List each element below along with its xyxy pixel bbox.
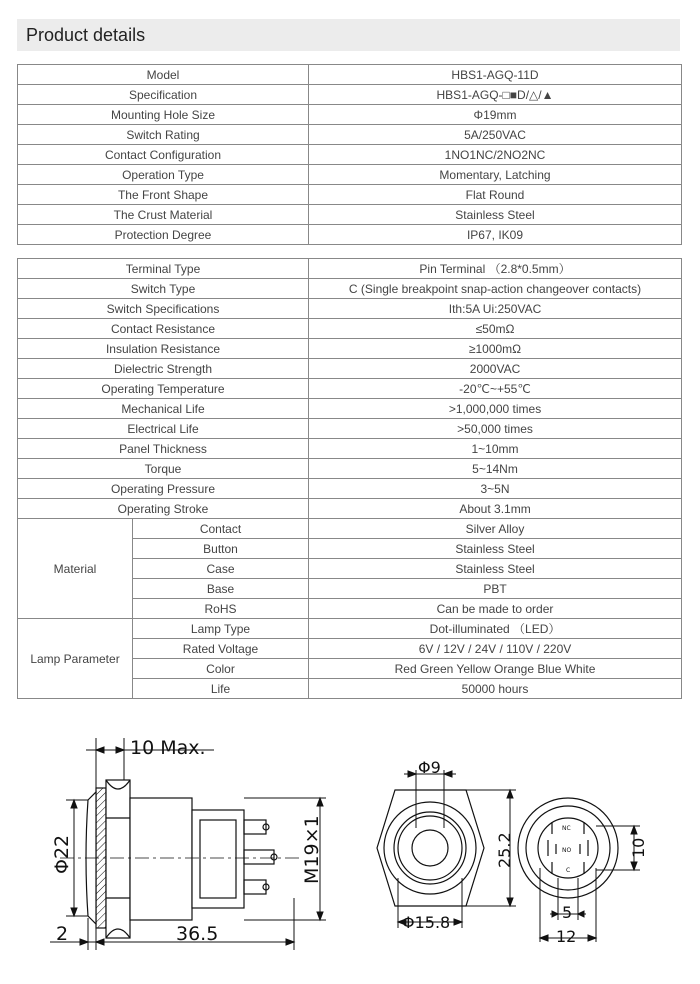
table-row [18, 459, 682, 479]
table-row [18, 299, 682, 319]
dim-length: 36.5 [176, 923, 219, 945]
spec-value: 5~14Nm [309, 459, 682, 479]
dim-flange: 2 [56, 923, 69, 945]
table-row [18, 145, 682, 165]
dim-outer-diameter: Φ15.8 [402, 913, 451, 932]
table-row [18, 85, 682, 105]
spec-label: Mechanical Life [18, 399, 309, 419]
section-header [17, 19, 680, 51]
spec-sublabel: Case [133, 559, 309, 579]
spec-label: Operating Stroke [18, 499, 309, 519]
spec-value: Pin Terminal （2.8*0.5mm） [309, 259, 682, 279]
spec-value: C (Single breakpoint snap-action changeover contacts) [309, 279, 682, 299]
section-title: Product details [26, 25, 146, 45]
table-row [18, 165, 682, 185]
spec-sublabel: RoHS [133, 599, 309, 619]
spec-label: Electrical Life [18, 419, 309, 439]
spec-value: Flat Round [309, 185, 682, 205]
spec-value: -20℃~+55℃ [309, 379, 682, 399]
spec-label: Panel Thickness [18, 439, 309, 459]
spec-sublabel: Life [133, 679, 309, 699]
table-row [18, 125, 682, 145]
front-view-drawing [377, 790, 484, 906]
spec-sublabel: Base [133, 579, 309, 599]
spec-label: Switch Specifications [18, 299, 309, 319]
table-row [18, 319, 682, 339]
spec-value: Stainless Steel [309, 559, 682, 579]
spec-label: Terminal Type [18, 259, 309, 279]
terminal-c-label: C [566, 867, 571, 874]
spec-sublabel: Button [133, 539, 309, 559]
table-row [18, 279, 682, 299]
spec-value: HBS1-AGQ-11D [309, 65, 682, 85]
spec-value: 50000 hours [309, 679, 682, 699]
spec-value: Silver Alloy [309, 519, 682, 539]
dim-pin-spacing-5: 5 [562, 903, 573, 922]
spec-value: Stainless Steel [309, 205, 682, 225]
spec-sublabel: Color [133, 659, 309, 679]
spec-sublabel: Lamp Type [133, 619, 309, 639]
terminal-nc-label: NC [562, 825, 571, 832]
spec-value: Ith:5A Ui:250VAC [309, 299, 682, 319]
table-row [18, 105, 682, 125]
lamp-group-label: Lamp Parameter [18, 619, 133, 699]
spec-value: Φ19mm [309, 105, 682, 125]
spec-value: 1NO1NC/2NO2NC [309, 145, 682, 165]
dimension-drawings [0, 728, 700, 984]
table-row [18, 619, 682, 639]
spec-value: Dot-illuminated （LED） [309, 619, 682, 639]
spec-label: The Crust Material [18, 205, 309, 225]
spec-value: HBS1-AGQ-□■D/△/▲ [309, 85, 682, 105]
spec-value: >50,000 times [309, 419, 682, 439]
table-row [18, 399, 682, 419]
spec-label: Protection Degree [18, 225, 309, 245]
basic-spec-table [17, 64, 682, 245]
spec-value: ≤50mΩ [309, 319, 682, 339]
spec-value: Momentary, Latching [309, 165, 682, 185]
spec-label: Operating Pressure [18, 479, 309, 499]
spec-label: Model [18, 65, 309, 85]
table-row [18, 225, 682, 245]
spec-label: Switch Type [18, 279, 309, 299]
table-row [18, 479, 682, 499]
spec-value: 1~10mm [309, 439, 682, 459]
spec-value: Can be made to order [309, 599, 682, 619]
spec-label: Torque [18, 459, 309, 479]
spec-label: Contact Resistance [18, 319, 309, 339]
dim-across-flats: 25.2 [495, 832, 514, 868]
spec-label: Insulation Resistance [18, 339, 309, 359]
spec-label: Switch Rating [18, 125, 309, 145]
spec-label: Operation Type [18, 165, 309, 185]
spec-value: 5A/250VAC [309, 125, 682, 145]
dim-max-length: 10 Max. [130, 737, 206, 759]
dim-diameter-22: Φ22 [51, 834, 73, 874]
spec-label: Operating Temperature [18, 379, 309, 399]
side-view-drawing [86, 780, 277, 938]
table-row [18, 185, 682, 205]
table-row [18, 259, 682, 279]
spec-value: ≥1000mΩ [309, 339, 682, 359]
spec-value: Stainless Steel [309, 539, 682, 559]
table-row [18, 205, 682, 225]
dim-thread: M19×1 [301, 815, 323, 884]
table-row [18, 439, 682, 459]
spec-value: 6V / 12V / 24V / 110V / 220V [309, 639, 682, 659]
spec-sublabel: Contact [133, 519, 309, 539]
table-row [18, 339, 682, 359]
spec-label: Mounting Hole Size [18, 105, 309, 125]
table-row [18, 519, 682, 539]
spec-value: >1,000,000 times [309, 399, 682, 419]
spec-value: Red Green Yellow Orange Blue White [309, 659, 682, 679]
spec-label: Contact Configuration [18, 145, 309, 165]
material-group-label: Material [18, 519, 133, 619]
table-row [18, 65, 682, 85]
table-row [18, 359, 682, 379]
spec-value: About 3.1mm [309, 499, 682, 519]
spec-label: The Front Shape [18, 185, 309, 205]
terminal-no-label: NO [562, 847, 572, 854]
dim-height-10: 10 [629, 837, 648, 858]
detailed-spec-table [17, 258, 682, 699]
table-row [18, 499, 682, 519]
table-row [18, 419, 682, 439]
spec-sublabel: Rated Voltage [133, 639, 309, 659]
spec-label: Specification [18, 85, 309, 105]
table-row [18, 379, 682, 399]
spec-label: Dielectric Strength [18, 359, 309, 379]
spec-value: PBT [309, 579, 682, 599]
dim-pin-spacing-12: 12 [556, 927, 577, 946]
dim-inner-diameter: Φ9 [418, 758, 441, 777]
spec-value: 3~5N [309, 479, 682, 499]
spec-value: IP67, IK09 [309, 225, 682, 245]
spec-value: 2000VAC [309, 359, 682, 379]
